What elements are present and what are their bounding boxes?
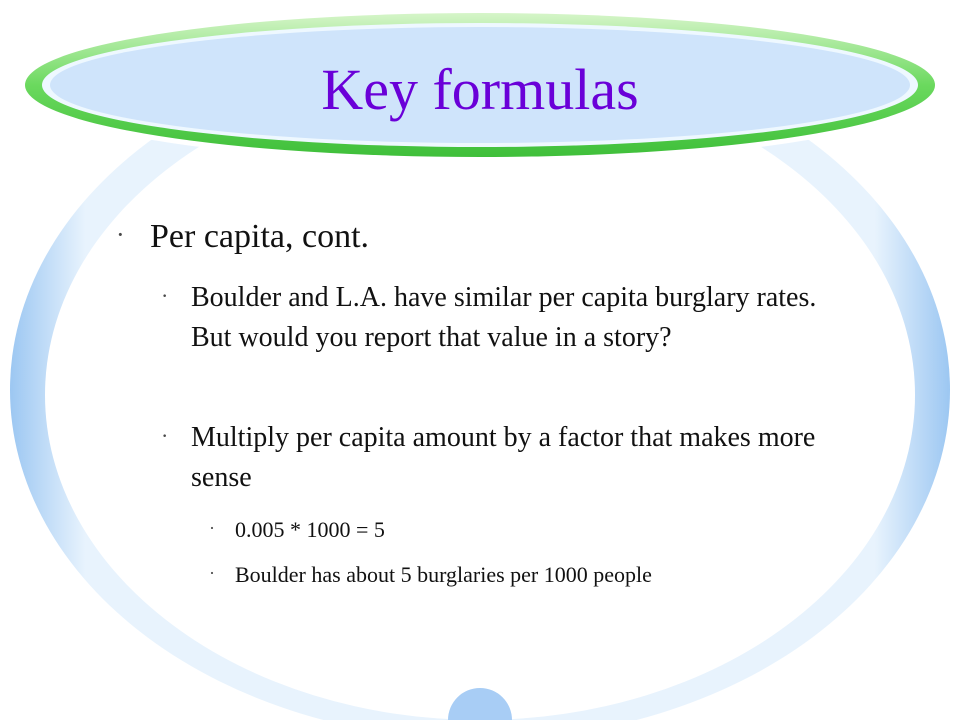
bullet-level2 bbox=[161, 278, 841, 358]
bullet-dot-icon: · bbox=[161, 283, 169, 308]
bullet-level2 bbox=[161, 418, 841, 498]
bullet-text: 0.005 * 1000 = 5 bbox=[235, 517, 385, 542]
bullet-text: Multiply per capita amount by a factor that makes more sense bbox=[191, 422, 816, 493]
bullet-text: Per capita, cont. bbox=[150, 218, 370, 255]
bullet-text: Boulder and L.A. have similar per capita burglary rates. But would you report that value in a story? bbox=[191, 282, 817, 353]
bullet-dot-icon: · bbox=[116, 220, 125, 249]
bullet-dot-icon: · bbox=[161, 423, 169, 448]
bullet-level3 bbox=[209, 513, 875, 547]
bullet-level3 bbox=[209, 558, 875, 592]
bullet-level1 bbox=[116, 216, 850, 258]
bullet-text: Boulder has about 5 burglaries per 1000 people bbox=[235, 562, 652, 587]
bullet-dot-icon: · bbox=[209, 518, 215, 538]
bullet-dot-icon: · bbox=[209, 563, 215, 583]
slide-title: Key formulas bbox=[321, 57, 639, 122]
